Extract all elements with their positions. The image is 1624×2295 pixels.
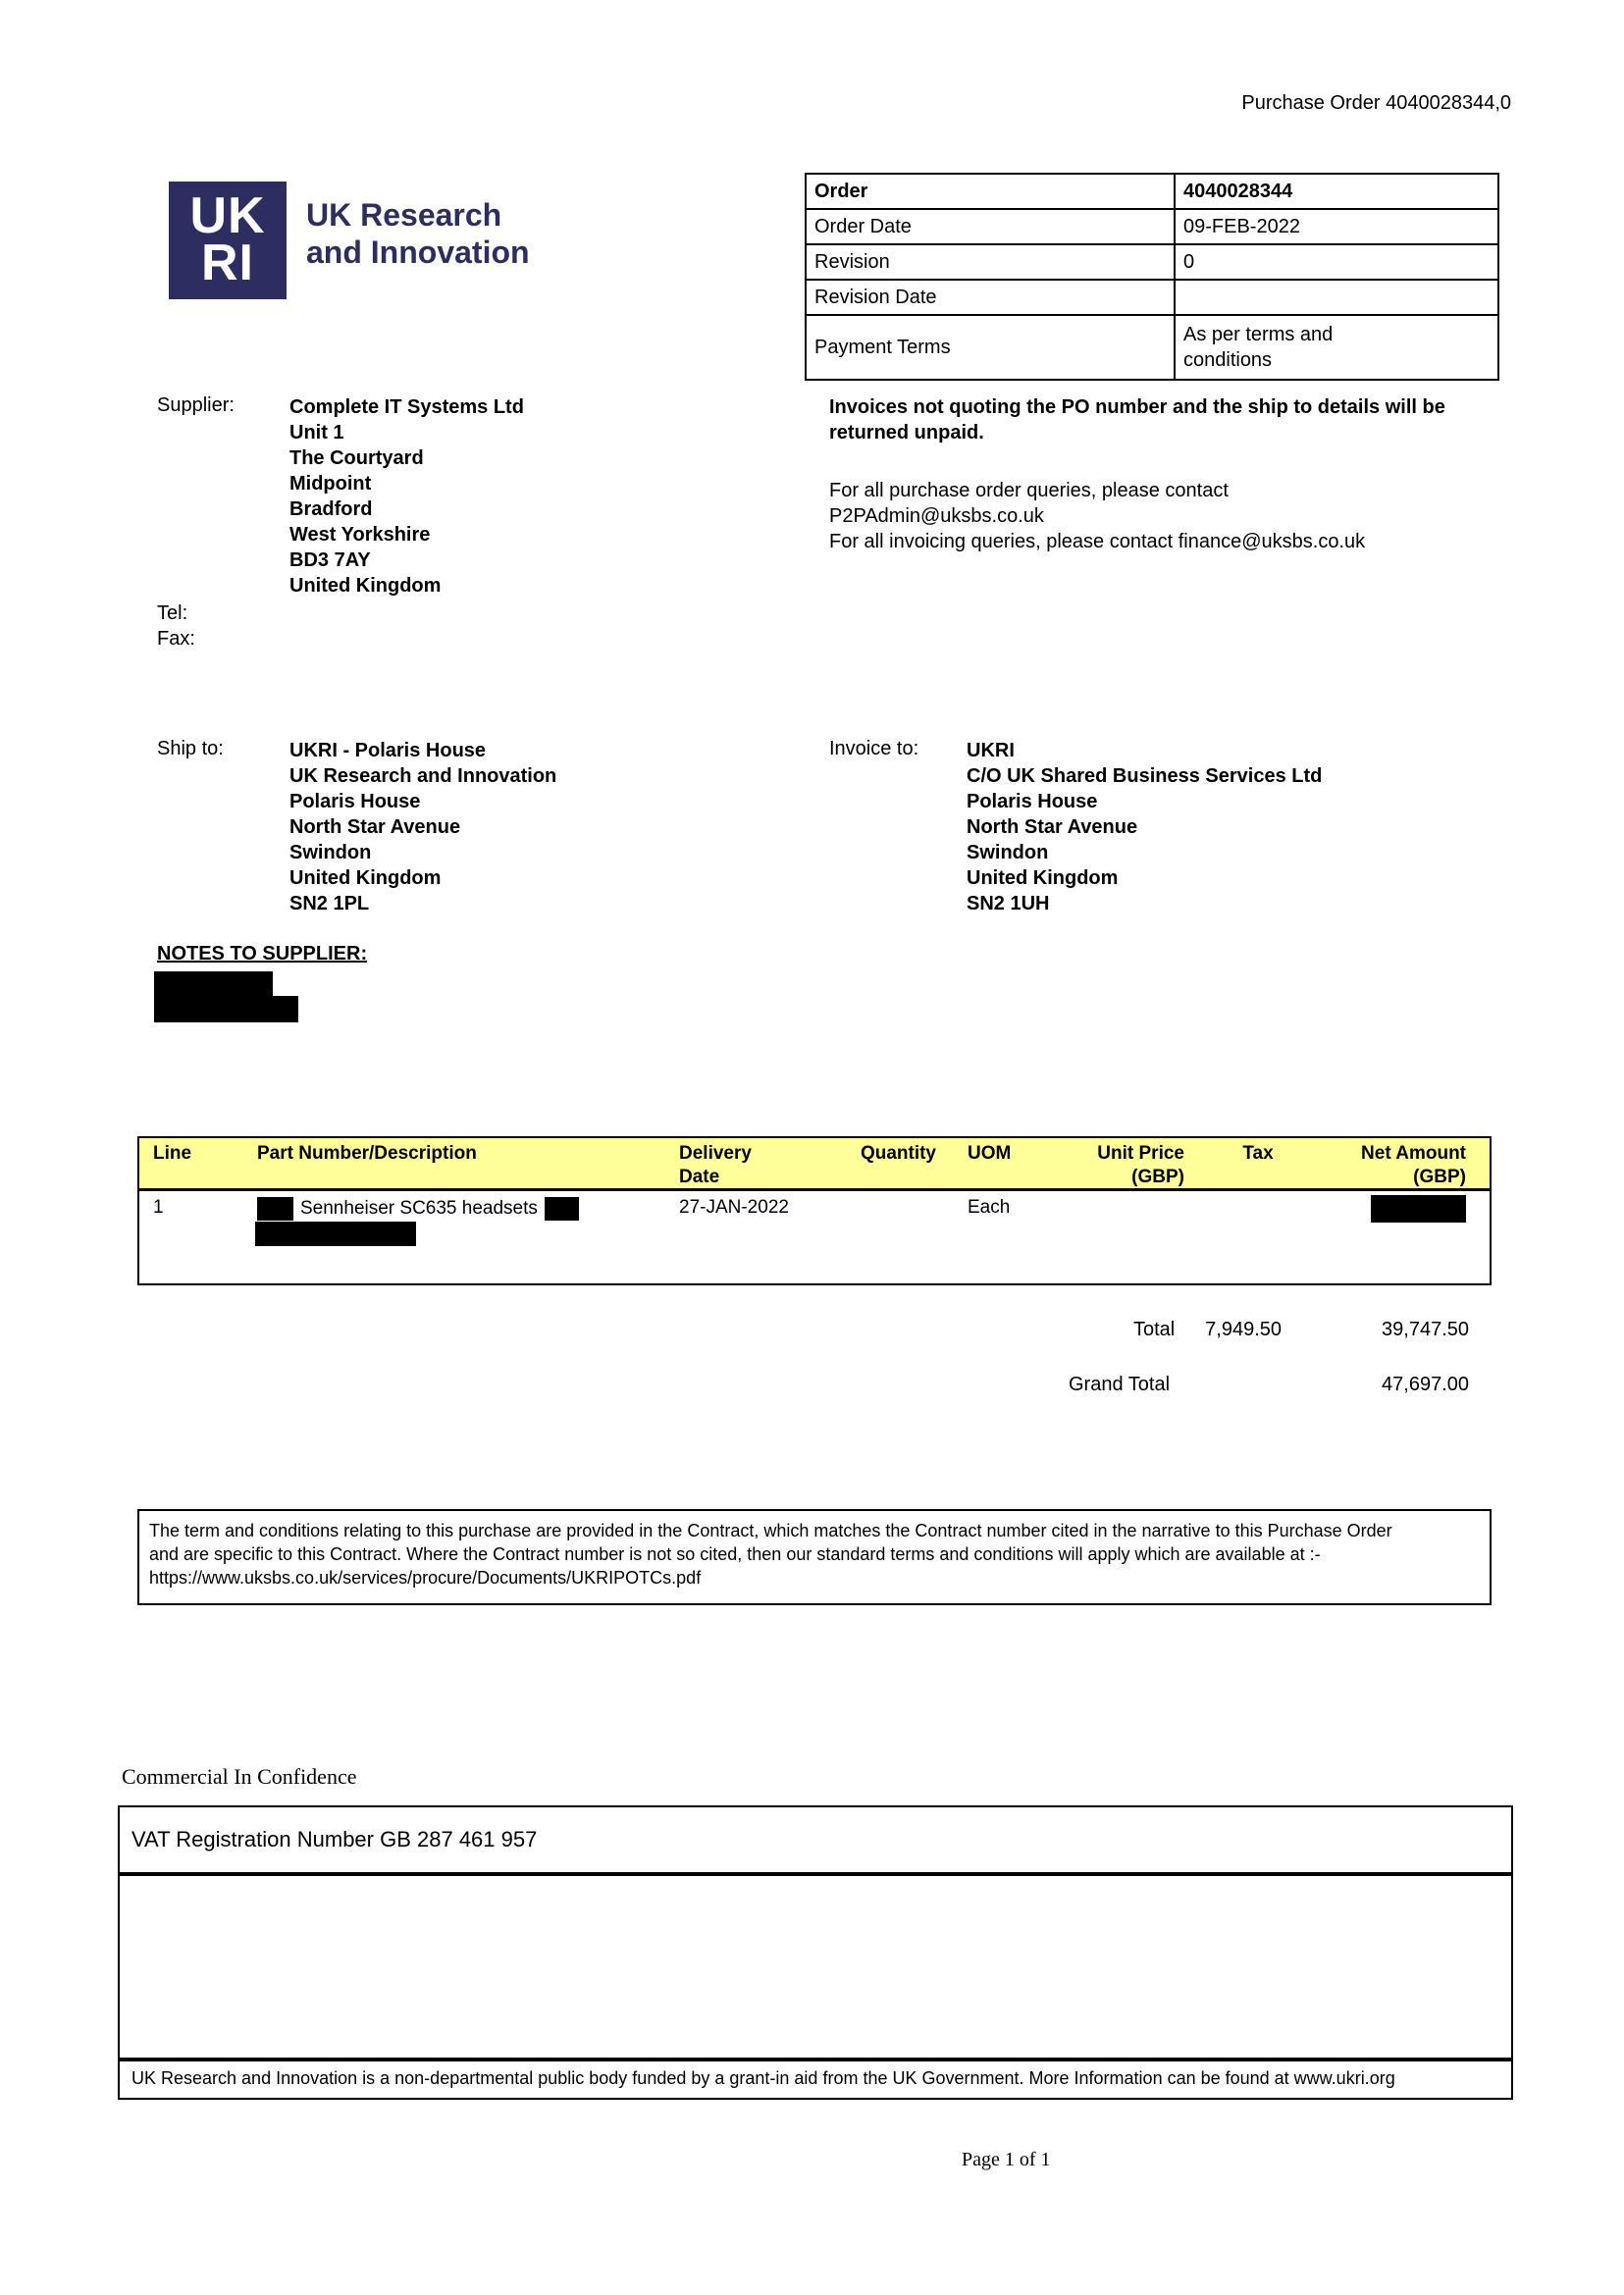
grand-total-value: 47,697.00	[1382, 1374, 1469, 1395]
header-tax: Tax	[1242, 1143, 1274, 1164]
order-label: Order	[806, 174, 1175, 209]
redaction-block	[1371, 1195, 1466, 1223]
revision-row	[806, 244, 1498, 280]
document-reference: Purchase Order 4040028344,0	[1241, 92, 1511, 114]
invoice-to-address-line: UKRI	[967, 740, 1015, 761]
item-description: Sennheiser SC635 headsets	[300, 1198, 538, 1219]
ship-to-address-line: North Star Avenue	[289, 816, 461, 838]
order-value: 4040028344	[1175, 174, 1498, 209]
po-query-email: P2PAdmin@uksbs.co.uk	[829, 505, 1044, 527]
revision-label: Revision	[806, 244, 1175, 280]
ship-to-address-line: United Kingdom	[289, 867, 442, 889]
ukri-wordmark-line1: UK Research	[306, 197, 502, 233]
vat-footer-box	[118, 1805, 1513, 2100]
invoicing-query-line: For all invoicing queries, please contact finance@uksbs.co.uk	[829, 531, 1366, 552]
invoice-to-address-line: Swindon	[967, 842, 1049, 863]
tel-label: Tel:	[157, 602, 188, 624]
header-line: Line	[153, 1143, 192, 1164]
supplier-address-line: Complete IT Systems Ltd	[289, 396, 524, 418]
order-summary-table	[805, 173, 1499, 381]
footer-text: UK Research and Innovation is a non-departmental public body funded by a grant-in aid from the UK Government. More Information can be found at www.ukri.org	[131, 2068, 1395, 2088]
item-description-cell	[257, 1197, 579, 1221]
line-items-header	[139, 1138, 1490, 1191]
total-net-value: 39,747.50	[1382, 1319, 1469, 1340]
invoice-to-address-line: C/O UK Shared Business Services Ltd	[967, 765, 1323, 787]
payment-terms-text: As per terms and conditions	[1183, 324, 1334, 371]
ukri-logo-icon	[169, 182, 287, 299]
item-uom: Each	[968, 1197, 1011, 1218]
ship-to-address-line: Swindon	[289, 842, 372, 863]
redaction-block	[545, 1197, 579, 1221]
invoice-to-label: Invoice to:	[829, 738, 919, 759]
revision-date-value	[1175, 280, 1498, 315]
confidence-note: Commercial In Confidence	[122, 1764, 357, 1789]
ukri-logo-wordmark	[306, 196, 530, 271]
grand-total-label: Grand Total	[1069, 1374, 1171, 1395]
empty-section	[120, 1876, 1511, 2058]
redaction-block	[154, 971, 273, 996]
line-item-row	[139, 1194, 1490, 1283]
po-query-line: For all purchase order queries, please contact	[829, 480, 1229, 501]
vat-registration: VAT Registration Number GB 287 461 957	[120, 1807, 1511, 1876]
supplier-address	[289, 394, 524, 599]
footer-section	[120, 2058, 1511, 2098]
total-tax-value: 7,949.50	[1205, 1319, 1282, 1340]
ukri-wordmark-line2: and Innovation	[306, 235, 530, 270]
order-date-label: Order Date	[806, 209, 1175, 244]
payment-terms-label: Payment Terms	[806, 315, 1175, 380]
ukri-logo-letters-bottom: RI	[201, 235, 254, 291]
terms-text: The term and conditions relating to this purchase are provided in the Contract, which matches the Contract number cited in the narrative to this Purchase Order and are specific to this Contract. Where the Contract number is not so cited, then our standard terms and conditions will apply which are available at :- https://www.uksbs.co.uk/services/procure/Documents/UKRIPOTCs.pdf	[149, 1521, 1392, 1588]
page-number: Page 1 of 1	[962, 2149, 1051, 2170]
ship-to-address-line: SN2 1PL	[289, 893, 370, 914]
supplier-address-line: Unit 1	[289, 422, 344, 443]
ship-to-address-line: UK Research and Innovation	[289, 765, 557, 787]
supplier-address-line: West Yorkshire	[289, 524, 431, 546]
ship-to-address-line: UKRI - Polaris House	[289, 740, 487, 761]
supplier-address-line: The Courtyard	[289, 447, 424, 469]
ship-to-address	[289, 738, 556, 916]
ukri-logo-letters-top: UK	[189, 187, 266, 245]
redaction-block	[257, 1197, 293, 1221]
supplier-address-line: Bradford	[289, 498, 373, 520]
order-date-value: 09-FEB-2022	[1175, 209, 1498, 244]
header-part-number-description: Part Number/Description	[257, 1143, 477, 1164]
supplier-label: Supplier:	[157, 394, 235, 416]
supplier-address-line: United Kingdom	[289, 575, 442, 597]
ship-to-label: Ship to:	[157, 738, 224, 759]
header-unit-price: Unit Price (GBP)	[1097, 1143, 1184, 1187]
invoice-to-address-line: North Star Avenue	[967, 816, 1138, 838]
revision-value: 0	[1175, 244, 1498, 280]
query-contacts	[829, 478, 1365, 554]
order-row	[806, 174, 1498, 209]
payment-terms-row	[806, 315, 1498, 380]
line-items-table	[137, 1136, 1492, 1285]
payment-terms-value	[1175, 315, 1498, 380]
notes-to-supplier-label: NOTES TO SUPPLIER:	[157, 943, 368, 965]
terms-and-conditions-box	[137, 1509, 1492, 1605]
item-delivery-date: 27-JAN-2022	[679, 1197, 789, 1218]
invoice-warning: Invoices not quoting the PO number and the ship to details will be returned unpaid.	[829, 396, 1445, 443]
redaction-block	[255, 1222, 416, 1246]
invoice-to-address	[967, 738, 1322, 916]
header-net-amount: Net Amount (GBP)	[1361, 1143, 1466, 1187]
invoice-to-address-line: United Kingdom	[967, 867, 1119, 889]
fax-label: Fax:	[157, 628, 195, 650]
total-label: Total	[1133, 1319, 1176, 1340]
revision-date-label: Revision Date	[806, 280, 1175, 315]
supplier-address-line: BD3 7AY	[289, 549, 371, 571]
header-uom: UOM	[968, 1143, 1012, 1164]
header-quantity: Quantity	[860, 1143, 936, 1164]
invoice-to-address-line: SN2 1UH	[967, 893, 1050, 914]
invoice-to-address-line: Polaris House	[967, 791, 1098, 812]
order-date-row	[806, 209, 1498, 244]
supplier-address-line: Midpoint	[289, 473, 372, 495]
redaction-block	[154, 996, 298, 1022]
revision-date-row	[806, 280, 1498, 315]
header-delivery-date: Delivery Date	[679, 1143, 752, 1187]
item-line-number: 1	[153, 1197, 164, 1218]
ship-to-address-line: Polaris House	[289, 791, 421, 812]
